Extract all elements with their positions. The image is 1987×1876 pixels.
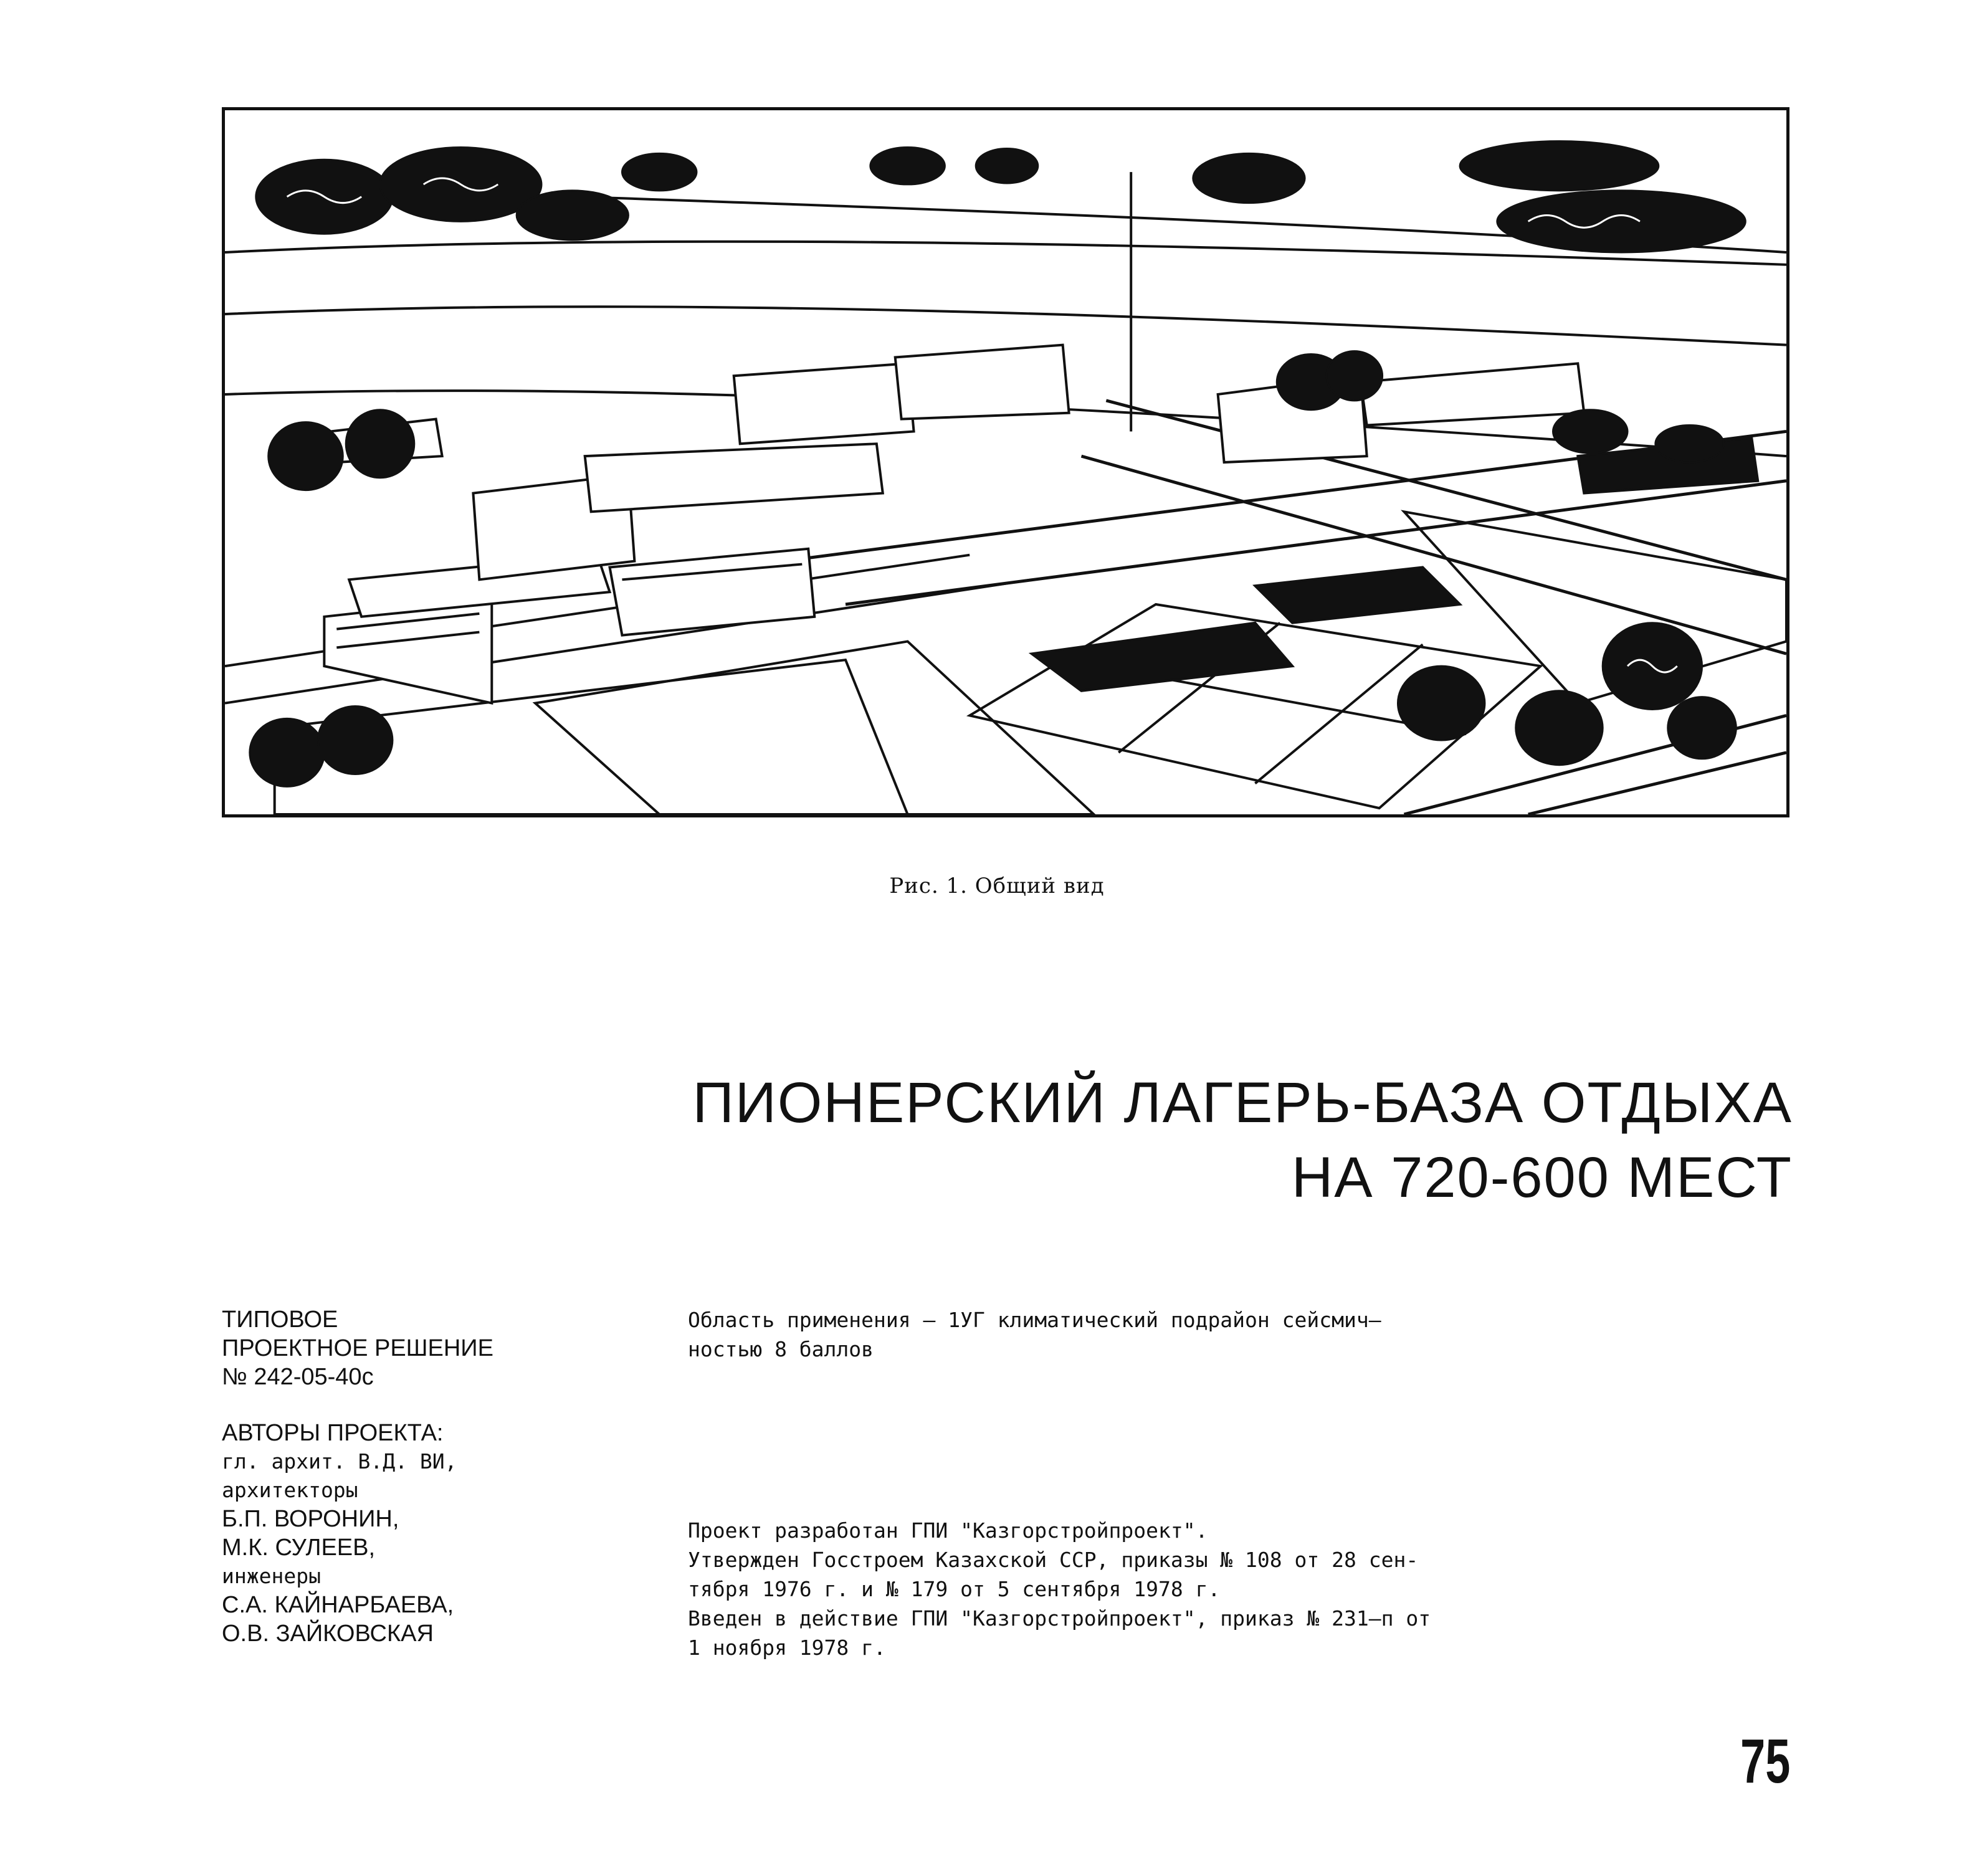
approval-line: Введен в действие ГПИ "Казгорстройпроект", приказ № 231–п от: [688, 1606, 1431, 1631]
author-line: О.В. ЗАЙКОВСКАЯ: [222, 1621, 434, 1647]
author-line: Б.П. ВОРОНИН,: [222, 1506, 399, 1532]
author-line: архитекторы: [222, 1478, 358, 1502]
application-line-2: ностью 8 баллов: [688, 1337, 874, 1361]
title-line-2: НА 720-600 МЕСТ: [1291, 1146, 1793, 1209]
approval-line: Утвержден Госстроем Казахской ССР, приказы № 108 от 28 сен-: [688, 1548, 1419, 1572]
author-line: М.К. СУЛЕЕВ,: [222, 1535, 376, 1561]
application-area: [688, 1305, 1585, 1364]
project-type-block: [222, 1305, 608, 1391]
approval-line: 1 ноября 1978 г.: [688, 1636, 886, 1660]
author-line: С.А. КАЙНАРБАЕВА,: [222, 1592, 454, 1618]
approval-line: тября 1976 г. и № 179 от 5 сентября 1978 г.: [688, 1577, 1221, 1601]
author-line: гл. архит. В.Д. ВИ,: [222, 1449, 457, 1474]
general-view-illustration: [222, 107, 1789, 817]
approval-line: Проект разработан ГПИ "Казгорстройпроект".: [688, 1518, 1208, 1543]
project-number: № 242-05-40с: [222, 1364, 374, 1390]
page-number: 75: [1740, 1726, 1790, 1796]
authors-heading: АВТОРЫ ПРОЕКТА:: [222, 1420, 444, 1446]
document-title: [693, 1065, 1793, 1215]
approval-info: [688, 1516, 1585, 1662]
title-line-1: ПИОНЕРСКИЙ ЛАГЕРЬ-БАЗА ОТДЫХА: [692, 1071, 1793, 1135]
project-type-line-1: ТИПОВОЕ: [222, 1307, 338, 1333]
authors-block: [222, 1419, 608, 1648]
project-type-line-2: ПРОЕКТНОЕ РЕШЕНИЕ: [222, 1335, 493, 1361]
author-line: инженеры: [222, 1564, 321, 1588]
figure-caption: Рис. 1. Общий вид: [889, 874, 1105, 898]
application-line-1: Область применения – 1УГ климатический подрайон сейсмич–: [688, 1308, 1381, 1332]
camp-drawing: [225, 110, 1786, 814]
project-sidebar: [222, 1305, 608, 1675]
